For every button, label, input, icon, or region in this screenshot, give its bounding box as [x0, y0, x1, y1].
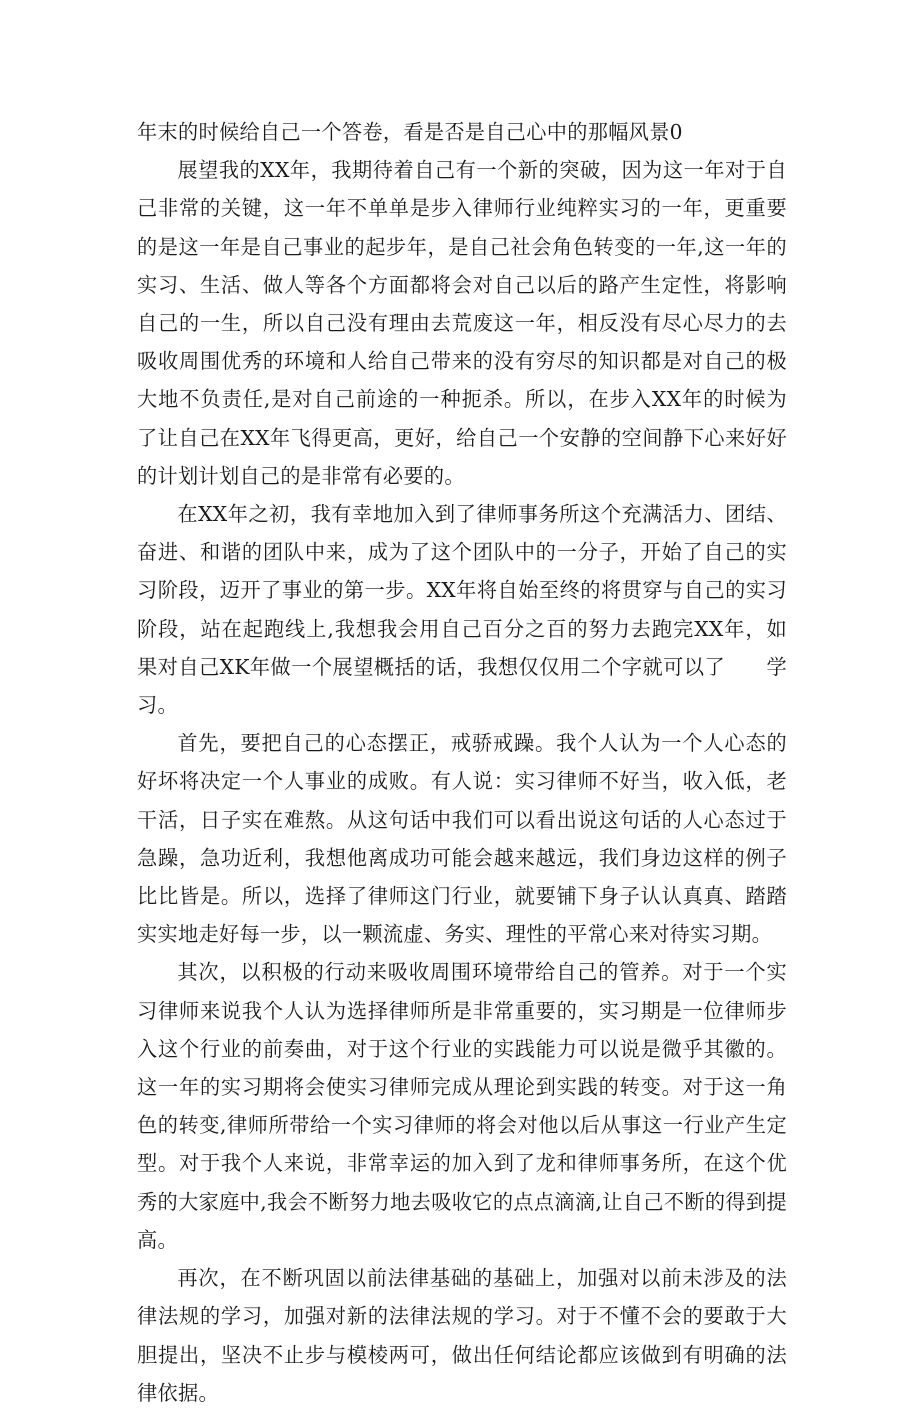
paragraph-outlook: 展望我的XX年，我期待着自己有一个新的突破，因为这一年对于自己非常的关键，这一年不单单是步入律师行业纯粹实习的一年，更重要的是这一年是自己事业的起步年，是自己社会角色转变的一年,这一年的实习、生活、做人等各个方面都将会对自己以后的路产生定性，将影响自己的一生，所以自己没有理由去荒废这一年，相反没有尽心尽力的去吸收周围优秀的环境和人给自己带来的没有穷尽的知识都是对自己的极大地不负责任,是对自己前途的一种扼杀。所以，在步入XX年的时候为了让自己在XX年飞得更高，更好，给自己一个安静的空间静下心来好好的计划计划自己的是非常有必要的。 [137, 158, 787, 488]
paragraph-first-mindset: 首先，要把自己的心态摆正，戒骄戒躁。我个人认为一个人心态的好坏将决定一个人事业的成败。有人说：实习律师不好当，收入低，老干活，日子实在难熬。从这句话中我们可以看出说这句话的人心态过于急躁，急功近利，我想他离成功可能会越来越远，我们身边这样的例子比比皆是。所以，选择了律师这门行业，就要铺下身子认认真真、踏踏实实地走好每一步，以一颗流虚、务实、理性的平常心来对待实习期。 [137, 731, 787, 947]
paragraph-third-study: 再次，在不断巩固以前法律基础的基础上，加强对以前未涉及的法律法规的学习，加强对新的法律法规的学习。对于不懂不会的要敢于大胆提出，坚决不止步与模棱两可，做出任何结论都应该做到有明确的法律依据。 [137, 1266, 787, 1405]
paragraph-joining-firm: 在XX年之初，我有幸地加入到了律师事务所这个充满活力、团结、奋进、和谐的团队中来，成为了这个团队中的一分子，开始了自己的实习阶段，迈开了事业的第一步。XX年将自始至终的将贯穿与自己的实习阶段，站在起跑线上,我想我会用自己百分之百的努力去跑完XX年，如果对自己XK年做一个展望概括的话，我想仅仅用二个字就可以了 学习。 [137, 502, 787, 718]
document-body [137, 113, 787, 1412]
paragraph-continuation: 年末的时候给自己一个答卷，看是否是自己心中的那幅风景0 [137, 120, 683, 144]
paragraph-second-environment: 其次，以积极的行动来吸收周围环境带给自己的管养。对于一个实习律师来说我个人认为选择律师所是非常重要的，实习期是一位律师步入这个行业的前奏曲，对于这个行业的实践能力可以说是微乎其徽的。这一年的实习期将会使实习律师完成从理论到实践的转变。对于这一角色的转变,律师所带给一个实习律师的将会对他以后从事这一行业产生定型。对于我个人来说，非常幸运的加入到了龙和律师事务所，在这个优秀的大家庭中,我会不断努力地去吸收它的点点滴滴,让自己不断的得到提高。 [137, 960, 787, 1252]
